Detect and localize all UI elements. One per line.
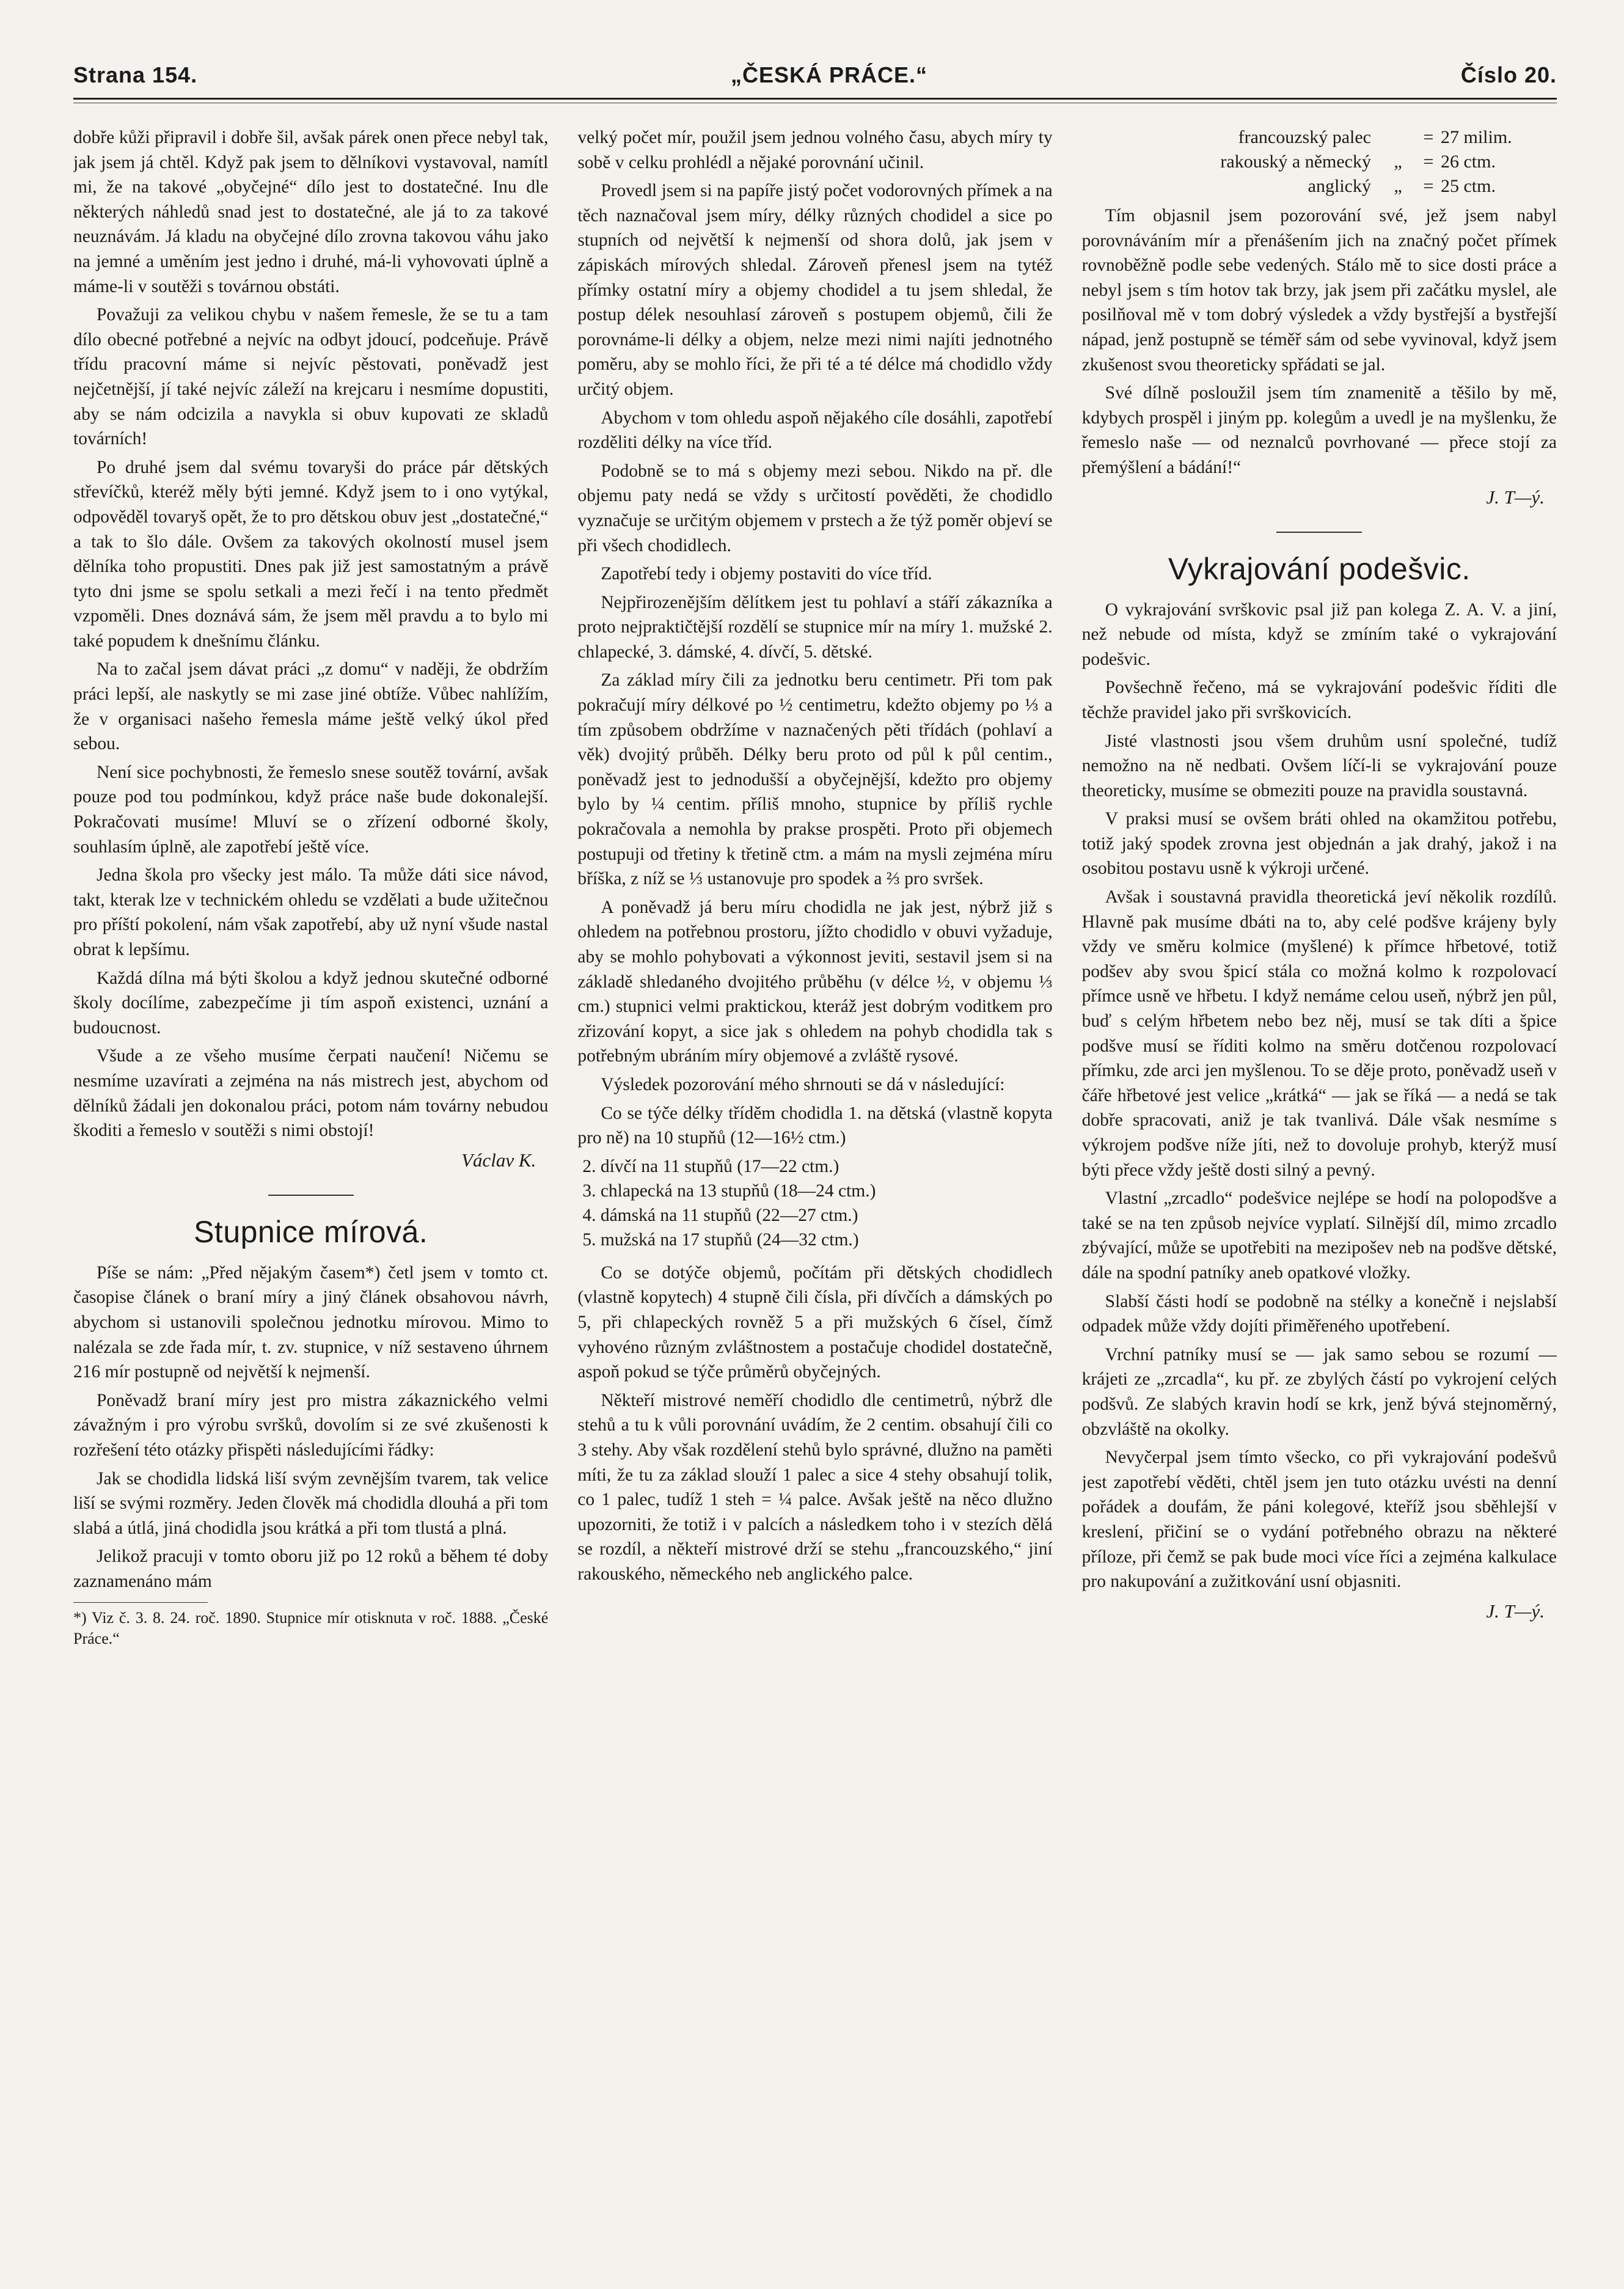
article-title: Vykrajování podešvic. bbox=[1168, 551, 1471, 586]
paragraph: Nejpřirozenějším dělítkem jest tu pohlaví a stáří zákazníka a proto nejpraktičtější rozdělí se stupnice mír na míry 1. mužské 2. chlapecké, 3. dámské, 4. dívčí, 5. dětské. bbox=[577, 592, 1053, 662]
paragraph: Co se dotýče objemů, počítám při dětských chodidlech (vlastně kopytech) 4 stupně čili čísla, při dívčích a dámských po 5, při chlapeckých rovněž 5 a při mužských 6 čísel, čímž vyhovéno různým zvláštnostem a postačuje chodidel dostatečně, aspoň pokud se týče průměrů obyčejných. bbox=[577, 1262, 1053, 1382]
inch-measure-table bbox=[1082, 125, 1557, 199]
paragraph: Podobně se to má s objemy mezi sebou. Nikdo na př. dle objemu paty nedá se vždy s určitostí pověděti, že chodidlo vyznačuje se určitým objemem v prstech a že týž poměr objeví se při všech chodidlech. bbox=[577, 461, 1053, 555]
measure-row bbox=[1082, 125, 1557, 150]
paragraph: Slabší části hodí se podobně na stélky a konečně i nejslabší odpadek může vždy dojíti přiměřeného upotřebení. bbox=[1081, 1291, 1557, 1336]
paragraph: Píše se nám: „Před nějakým časem*) četl jsem v tomto ct. časopise článek o braní míry a jiný článek obsahovou návrh, abychom si ustanovili společnou jednotku mírovou. Mimo to nalézala se zde řada mír, t. zv. stupnice, v níž sestaveno úhrnem 216 mír postupně od největší k nejmenší. bbox=[73, 1262, 549, 1382]
paragraph: Zapotřebí tedy i objemy postaviti do více tříd. bbox=[601, 564, 932, 584]
header-rule bbox=[73, 98, 1557, 100]
paragraph: Tím objasnil jsem pozorování své, jež jsem nabyl porovnáváním mír a přenášením jich na značný počet přímek rovnoběžně podle sebe vedených. Stálo mě to sice dosti práce a nebyl jsem s tím hotov tak brzy, jak jsem při začátku myslel, ale posilňoval mě v tom dobrý výsledek a vždy bystřejší a bystřejší nápad, jenž postupně se téměř sám od sebe vyvinoval, když jsem zkušenost svou theoreticky spřádati se jal. bbox=[1081, 206, 1557, 375]
paragraph: Po druhé jsem dal svému tovaryši do práce pár dětských střevíčků, kteréž měly býti jemné. Když jsem to i ono vytýkal, odpověděl tovaryš opět, že to pro dětskou obuv jest „dostatečné,“ a tak to šlo dále. Ovšem za takových okolností musel jsem dělníka toho propustiti. Dnes pak již jest samostatným a právě tyto dni jsme se spolu setkali a mezi řečí i na tento předmět vzpoměli. Dnes doznává sám, že jsem měl pravdu a to bylo mi také popudem k dnešnímu článku. bbox=[73, 457, 549, 651]
section-separator bbox=[268, 1195, 354, 1196]
paragraph: V praksi musí se ovšem bráti ohled na okamžitou potřebu, totiž jaký spodek zrovna jest objednán a jak drahý, jakož i na osobitou postavu usně k výkroji určené. bbox=[1081, 809, 1557, 879]
measure-value: 27 milim. bbox=[1440, 127, 1512, 147]
measure-label: francouzský palec bbox=[1238, 127, 1371, 147]
list-item: 4. dámská na 11 stupňů (22—27 ctm.) bbox=[582, 1205, 858, 1225]
column-1 bbox=[73, 125, 548, 2252]
equals-sign: = bbox=[1423, 152, 1434, 172]
paragraph: Povšechně řečeno, má se vykrajování podešvic říditi dle těchže pravidel jako při svrškovicích. bbox=[1081, 678, 1557, 722]
paragraph: Nevyčerpal jsem tímto všecko, co při vykrajování podešvů jest zapotřebí věděti, chtěl jsem jen tuto otázku uvésti na denní pořádek a doufám, že páni kolegové, kteříž jsou sběhlejší v kreslení, přičiní se o vydání potřebného obrazu na některé příloze, při čemž se pak bude moci více říci a zejména kalkulace pro nakupování a zužitkování usní objasniti. bbox=[1081, 1448, 1557, 1592]
list-item: 2. dívčí na 11 stupňů (17—22 ctm.) bbox=[582, 1156, 839, 1176]
equals-sign: = bbox=[1423, 127, 1434, 147]
list-item: 3. chlapecká na 13 stupňů (18—24 ctm.) bbox=[582, 1181, 876, 1201]
column-2 bbox=[577, 125, 1052, 2252]
measure-value: 25 ctm. bbox=[1440, 176, 1496, 196]
paragraph: Své dílně posloužil jsem tím znamenitě a těšilo by mě, kdybych prospěl i jiným pp. kolegům a uvedl je na myšlenku, že řemeslo naše — od neznalců povrhované — přece stojí za přemýšlení a bádání!“ bbox=[1081, 383, 1557, 477]
article-columns bbox=[73, 125, 1557, 2252]
paragraph: Provedl jsem si na papíře jistý počet vodorovných přímek a na těch naznačoval jsem míry, délky různých chodidel a sice po stupních od největší k nejmenší od shora dolů, jak jsem v zápiskách mírových shledal. Zároveň přenesl jsem na tytéž přímky ostatní míry a objemy chodidel a tu jsem shledal, že postup délek nesouhlasí zároveň s postupem objemů, čili že porovnáme-li délky a objem, nelze mezi nimi najíti jednotného poměru, aby se mohlo říci, že při té a té délce má chodidlo vždy určitý objem. bbox=[577, 181, 1053, 399]
equals-sign: = bbox=[1423, 176, 1434, 196]
paragraph: O vykrajování svrškovic psal již pan kolega Z. A. V. a jiní, než nebude od místa, když se zmíním také o vykrajování podešvic. bbox=[1081, 599, 1557, 669]
ditto-mark: „ bbox=[1394, 152, 1402, 172]
measure-row bbox=[1082, 150, 1557, 174]
paragraph: Všude a ze všeho musíme čerpati naučení! Ničemu se nesmíme uzavírati a zejména na nás mistrech jest, abychom od dělníků žádali jen dokonalou práci, potom nám továrny nebudou škoditi a řemeslo v soutěži s nimi obstojí! bbox=[73, 1046, 549, 1141]
paragraph: Avšak i soustavná pravidla theoretická jeví několik rozdílů. Hlavně pak musíme dbáti na to, aby celé podšve krájeny byly vždy ve směru kolmice (myšlené) k přímce hřbetové, totiž podšev aby svou špicí stála co možná kolmo k rozpolovací přímce usně ve hřbetu. I když nemáme celou useň, nýbrž jen půl, buď s celým hřbetem nebo bez něj, musí se tak díti a špice podšve musí se říditi kolmo na směru dotčenou rozpolovací přímku, zde arci jen myšlenou. To se děje proto, poněvadž useň v čáře hřbetové jest velice „krátká“ — jak se říká — a nedá se tak dobře spracovati, aniž je tak tvanlivá. Dále však nesmíme s výkrojem podšve níže jíti, než to dovoluje prohyb, kterýž musí býti přece vždy ještě dosti silný a pevný. bbox=[1081, 887, 1557, 1180]
ditto-mark: „ bbox=[1394, 176, 1402, 196]
paragraph: Za základ míry čili za jednotku beru centimetr. Při tom pak pokračují míry délkové po ½ centimetru, kdežto objemy po ⅓ a tím způsobem obdržíme v naznačených pěti třídách (pohlaví a věk) dvojitý průběh. Délky beru proto od půl k půl centim., poněvadž jest to jednodušší a obyčejnější, kdežto pro objemy bylo by ¼ centim. příliš mnoho, stupnice by příliš rychle pokračovala a nemohla by prakse prospěti. Proto při objemech postupuji od třetiny k třetině ctm. a mám na mysli zejména míru bříška, z níž se ⅓ ustanovuje pro spodek a ⅔ pro svršek. bbox=[577, 670, 1053, 889]
paragraph: Co se týče délky tříděm chodidla 1. na dětská (vlastně kopyta pro ně) na 10 stupňů (12—16½ ctm.) bbox=[577, 1103, 1053, 1148]
paragraph: Abychom v tom ohledu aspoň nějakého cíle dosáhli, zapotřebí rozděliti délky na více tříd. bbox=[577, 408, 1053, 453]
footnote-rule bbox=[73, 1602, 208, 1603]
paragraph: Považuji za velikou chybu v našem řemesle, že se tu a tam dílo obecné potřebné a nejvíc na odbyt jdoucí, podceňuje. Právě třídu pracovní máme si nejvíc pěstovati, poněvadž jest nejčetnější, jí také nejvíc záleží na krejcaru i nesmíme dopustiti, aby se nám odcizila a navykla si obuv kupovati ze skladů továrních! bbox=[73, 305, 549, 449]
author-byline: J. T—ý. bbox=[1486, 486, 1545, 508]
author-byline: J. T—ý. bbox=[1486, 1600, 1545, 1622]
author-byline: Václav K. bbox=[461, 1149, 536, 1171]
paragraph: Někteří mistrové neměří chodidlo dle centimetrů, nýbrž dle stehů a tu k vůli porovnání uvádím, že 2 centim. obsahují čili co 3 stehy. Aby však rozdělení stehů bylo správné, dlužno na paměti míti, že tu za základ slouží 1 palec a sice 4 stehy obsahují tolik, co 1 palec, tudíž 1 steh = ¼ palce. Avšak ještě na něco dlužno upozorniti, že totiž i v palcích a následkem toho i v stezích dělá se rozdíl, a někteří mistrové drží se stehu „francouzského,“ jiní rakouského, německého neb anglického palce. bbox=[577, 1390, 1053, 1584]
paragraph: Každá dílna má býti školou a když jednou skutečné odborné školy docílíme, zabezpečíme ji tím aspoň existenci, uznání a budoucnost. bbox=[73, 968, 549, 1038]
paragraph: A poněvadž já beru míru chodidla ne jak jest, nýbrž již s ohledem na potřebnou prostoru, jížto chodidlo v obuvi vyžaduje, aby se mohlo pohybovati a výkonnost jeviti, sestavil jsem si na základě shledaného dvojitého průběhu (v délce ½, v objemu ⅓ cm.) stupnici velmi praktickou, kteráž jest dobrým voditkem pro zřizování kopyt, a sice jak s ohledem na pohyb chodidla tak s potřebným ubráním míry objemové a zvláště rysové. bbox=[577, 897, 1053, 1066]
running-head bbox=[73, 54, 1557, 97]
article-title: Stupnice mírová. bbox=[194, 1214, 428, 1249]
paragraph: Výsledek pozorování mého shrnouti se dá v následující: bbox=[601, 1074, 1005, 1094]
measure-label: rakouský a německý bbox=[1220, 152, 1371, 172]
paragraph: Jedna škola pro všecky jest málo. Ta může dáti sice návod, takt, kterak lze v technickém ohledu se vzdělati a bude užitečnou pro příští pokolení, nám však zapotřebí, aby už nyní všude nastal obrat k lepšímu. bbox=[73, 865, 549, 959]
paragraph: Není sice pochybnosti, že řemeslo snese soutěž tovární, avšak pouze pod tou podmínkou, když práce naše bude dokonalejší. Pokračovati musíme! Mluví se o zřízení odborné školy, souhlasím úplně, ale zapotřebí ještě více. bbox=[73, 762, 549, 857]
page-number: Strana 154. bbox=[73, 62, 198, 87]
measure-value: 26 ctm. bbox=[1440, 152, 1496, 172]
paragraph: velký počet mír, použil jsem jednou volného času, abych míry ty sobě v celku prohlédl a nějaké porovnání učinil. bbox=[577, 128, 1053, 172]
paragraph: Vrchní patníky musí se — jak samo sebou se rozumí — krájeti ze „zrcadla“, ku př. ze zbylých částí po vykrojení celých podšvů. Ze slabých kravin hodí se krk, jenž bývá stejnoměrný, obzvláště na okolky. bbox=[1081, 1344, 1557, 1439]
paragraph: Vlastní „zrcadlo“ podešvice nejlépe se hodí na polopodšve a také se na ten způsob nejvíce vyplatí. Silnější díl, mimo zrcadlo zbývající, může se upotřebiti na mezipošev neb na podšve dětské, dále na spodní patníky aneb opatkové vložky. bbox=[1081, 1188, 1557, 1283]
measure-label: anglický bbox=[1308, 176, 1371, 196]
column-3 bbox=[1082, 125, 1557, 2252]
length-scale-list bbox=[577, 1154, 1052, 1252]
paragraph: Jelikož pracuji v tomto oboru již po 12 roků a během té doby zaznamenáno mám bbox=[73, 1547, 549, 1591]
paragraph: Na to začal jsem dávat práci „z domu“ v naději, že obdržím práci lepší, ale naskytly se mi zase jiné obtíže. Vůbec nahlížím, že v organisaci našeho řemesla máme ještě velký úkol před sebou. bbox=[73, 659, 549, 754]
paragraph: Poněvadž braní míry jest pro mistra zákaznického velmi závažným i pro výrobu svršků, dovolím si ze své zkušenosti k rozřešení této otázky přispěti následujícími řádky: bbox=[73, 1390, 549, 1460]
list-item: 5. mužská na 17 stupňů (24—32 ctm.) bbox=[582, 1229, 859, 1250]
ditto-mark bbox=[1380, 125, 1416, 150]
measure-row bbox=[1082, 174, 1557, 199]
publication-title: „ČESKÁ PRÁCE.“ bbox=[731, 62, 928, 87]
paragraph: dobře kůži připravil i dobře šil, avšak párek onen přece nebyl tak, jak jsem já chtěl. Když pak jsem to dělníkovi vystavoval, namítl mi, že na takové „obyčejné“ dílo jest to dostatečné. Inu dle některých náhledů snad jest to dostatečné, ale já to za takové neuznávám. Já kladu na obyčejné dílo zrovna takovou váhu jako na jemné a uměním jest jedno i druhé, má-li vyhovovati úplně a máme-li v soutěži s továrnou obstáti. bbox=[73, 128, 549, 296]
footnote: *) Viz č. 3. 8. 24. roč. 1890. Stupnice mír otisknuta v roč. 1888. „České Práce.“ bbox=[73, 1609, 549, 1648]
section-separator bbox=[1276, 532, 1362, 533]
issue-number: Číslo 20. bbox=[1460, 62, 1557, 87]
paragraph: Jak se chodidla lidská liší svým zevnějším tvarem, tak velice liší se svými rozměry. Jeden člověk má chodidla dlouhá a při tom slabá a útlá, jiná chodidla jsou krátká a při tom tlustá a plná. bbox=[73, 1468, 549, 1538]
paragraph: Jisté vlastnosti jsou všem druhům usní společné, tudíž nemožno na ně nedbati. Ovšem líčí-li se vykrajování pouze theoreticky, musíme se obmeziti pouze na pravidla soustavná. bbox=[1081, 731, 1557, 800]
